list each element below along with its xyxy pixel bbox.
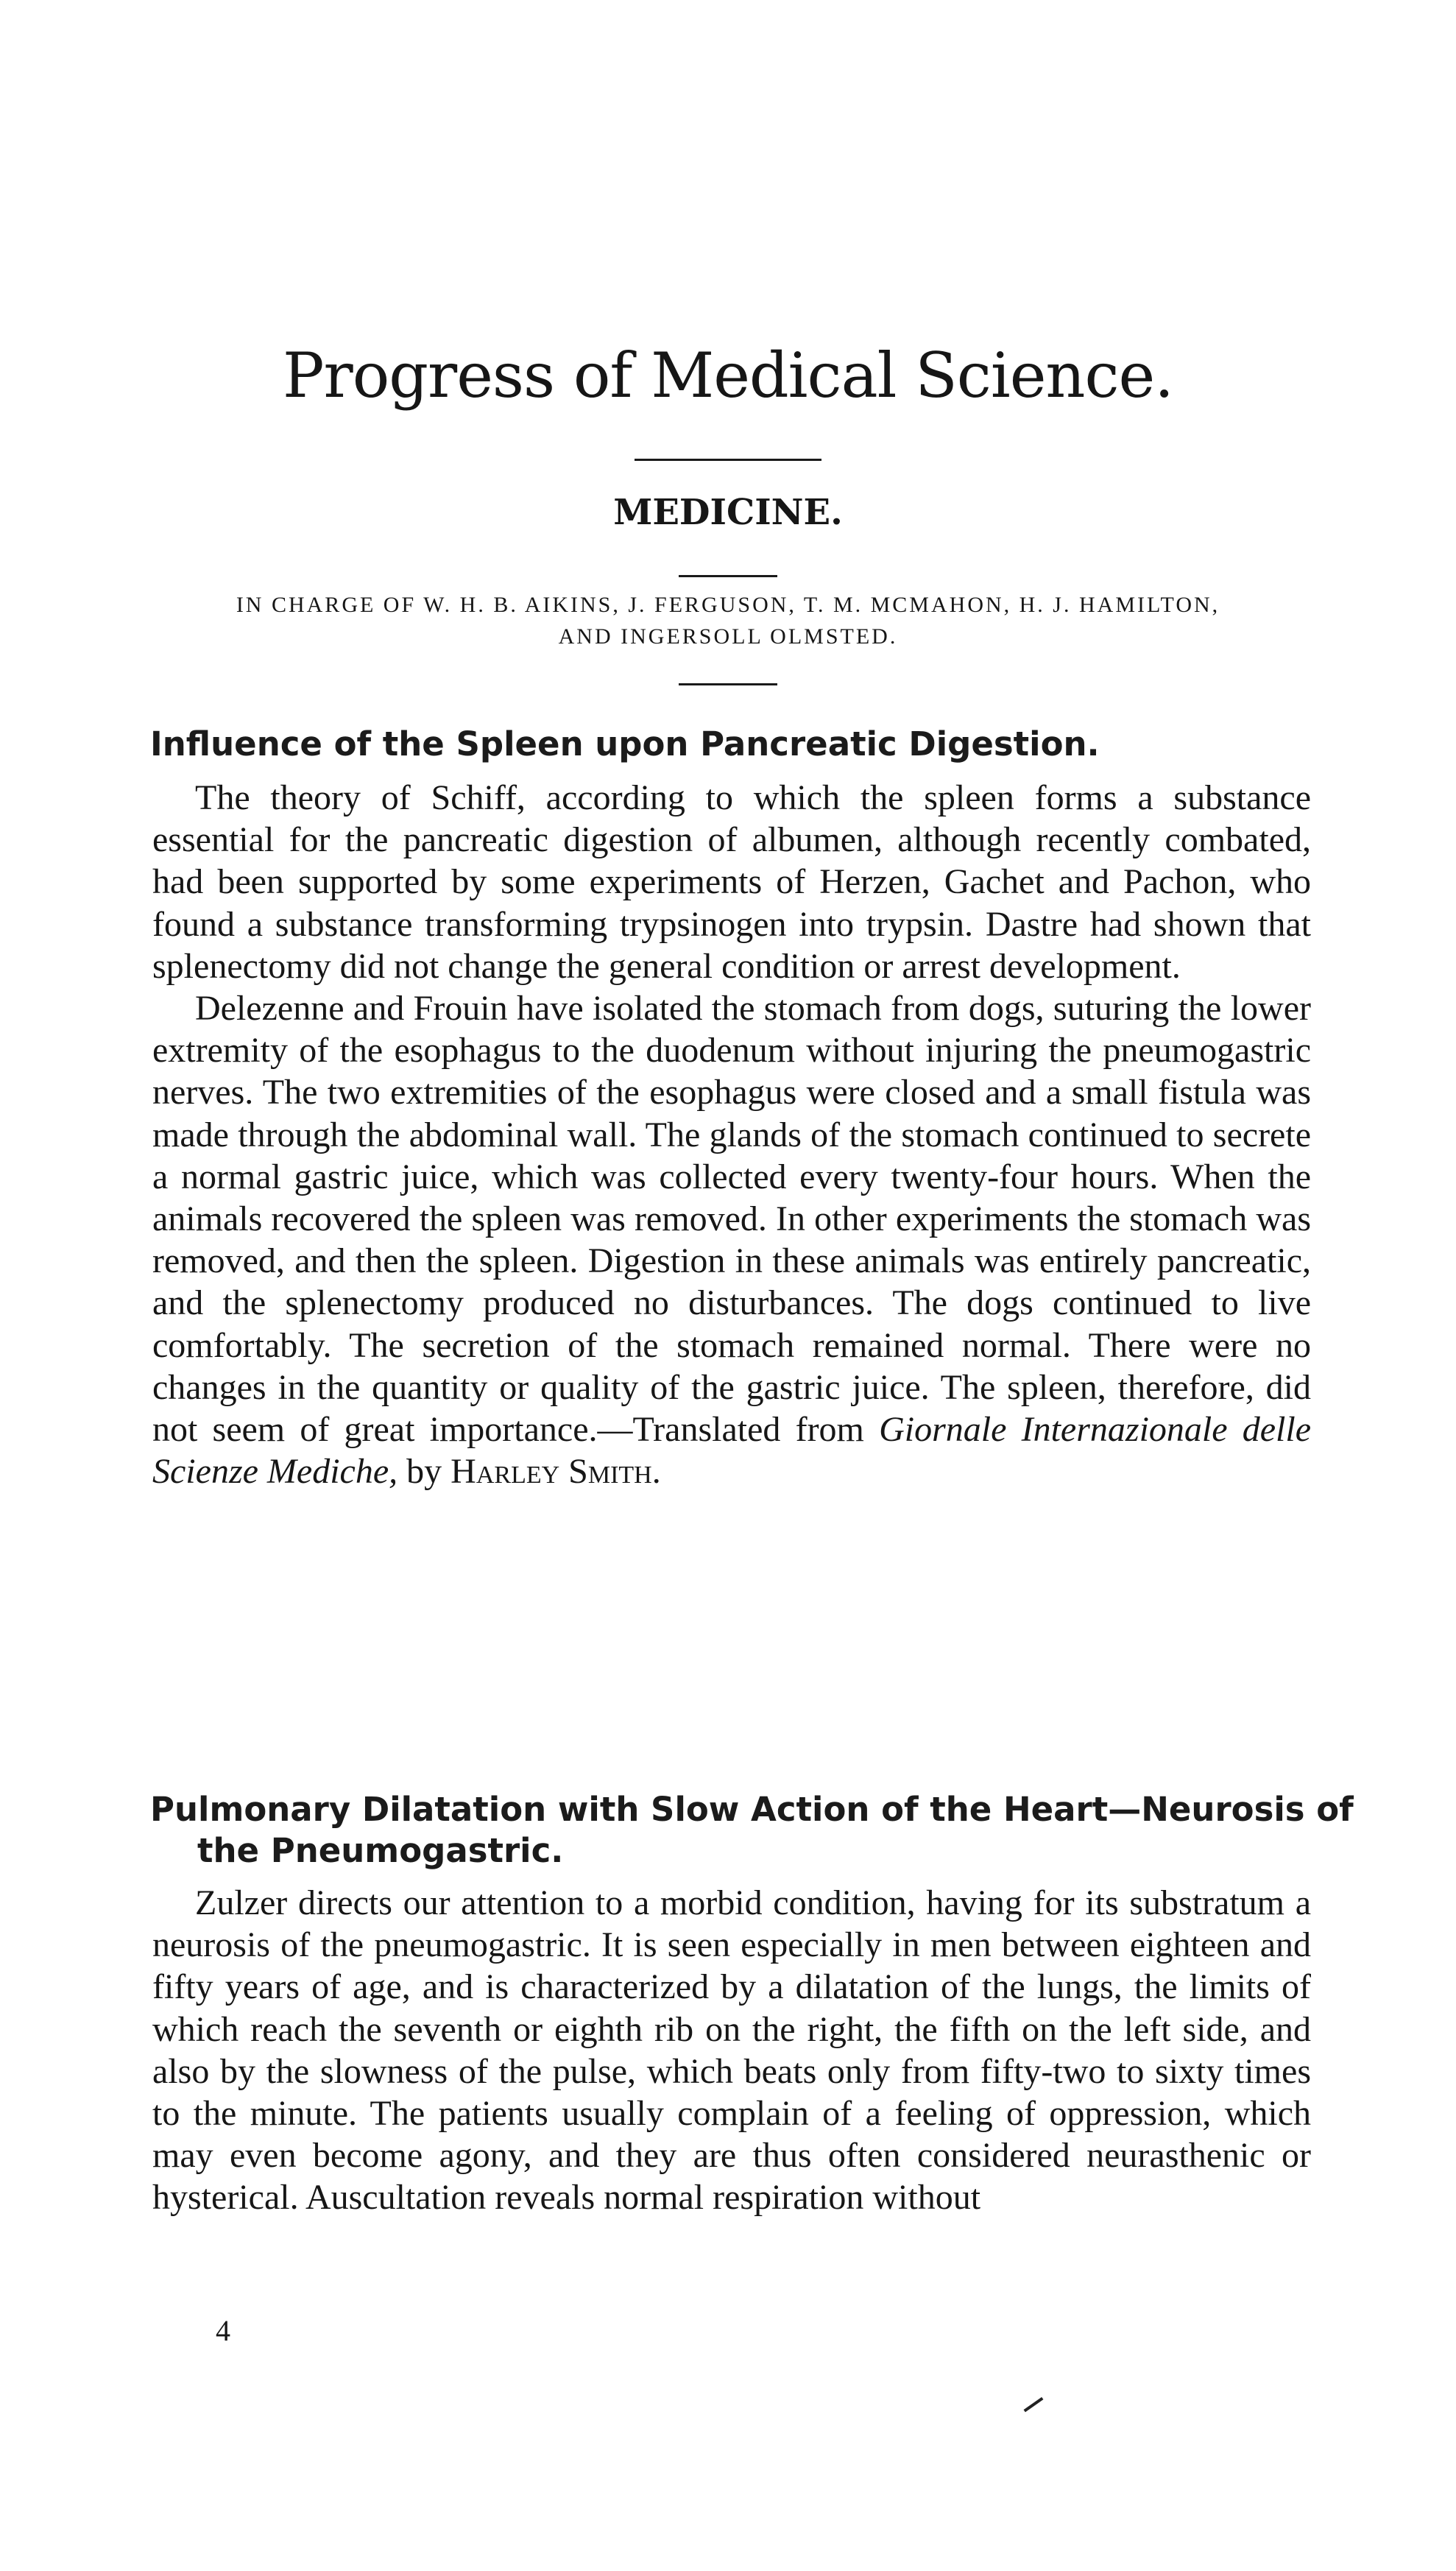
article-1-paragraph-1: The theory of Schiff, according to which the spleen forms a substance essential for the pancreatic digestion of albumen, although recently combated, had been supported by some experiments of Herzen, Gachet and Pachon, who found a substance transforming trypsinogen into trypsin. Dastre had shown that splenectomy did not change the general condition or arrest development. — [152, 778, 1311, 986]
page-number: 4 — [216, 2314, 230, 2347]
by-text: by — [397, 1452, 451, 1492]
editors-rule — [679, 683, 777, 685]
page-title: Progress of Medical Science. — [283, 339, 1173, 412]
ink-mark — [1024, 2397, 1044, 2412]
article-2-paragraph-1: Zulzer directs our attention to a morbid condition, having for its substratum a neurosis of the pneumogastric. It is seen especially in men between eighteen and fifty years of age, and is characterized by a dilatation of the lungs, the limits of which reach the seventh or eighth rib on the right, the fifth on the left side, and also by the slowness of the pulse, which beats only from fifty-two to sixty times to the minute. The patients usually complain of a feeling of oppression, which may even become agony, and they are thus often considered neurasthenic or hysterical. Auscultation reveals normal respiration without — [152, 1883, 1311, 2218]
article-1-paragraph-2-text: Delezenne and Frouin have isolated the stomach from dogs, suturing the lower extremity of the esophagus to the duodenum without injuring the pneumogastric nerves. The two extremities of the esophagus were closed and a small fistula was made through the abdominal wall. The glands of the stomach continued to secrete a normal gastric juice, which was collected every twenty-four hours. When the animals recovered the spleen was removed. In other experiments the stomach was removed, and then the spleen. Digestion in these animals was entirely pancreatic, and the splenectomy produced no disturbances. The dogs continued to live comfortably. The secretion of the stomach remained normal. There were no changes in the quantity or quality of the gastric juice. The spleen, therefore, did not seem of great importance.—Translated from — [152, 989, 1311, 1450]
article-2-heading: Pulmonary Dilatation with Slow Action of the Heart—Neurosis of the Pneumogastric. — [150, 1790, 1354, 1870]
translator-name: Harley Smith. — [450, 1452, 661, 1492]
section-title: MEDICINE. — [613, 492, 843, 533]
article-1-paragraph-2 — [152, 987, 1311, 1492]
section-rule — [679, 575, 777, 577]
editors-line-2: AND INGERSOLL OLMSTED. — [558, 624, 898, 649]
article-2-body — [152, 1882, 1311, 2219]
article-1-body — [152, 777, 1311, 1492]
article-1-heading: Influence of the Spleen upon Pancreatic Digestion. — [150, 724, 1100, 763]
editors-credit — [110, 589, 1346, 652]
source-journal: Giornale Internazionale delle Scienze Mediche, — [152, 1410, 1312, 1492]
title-rule — [635, 459, 821, 461]
editors-line-1: IN CHARGE OF W. H. B. AIKINS, J. FERGUSON, T. M. MCMAHON, H. J. HAMILTON, — [236, 593, 1220, 617]
